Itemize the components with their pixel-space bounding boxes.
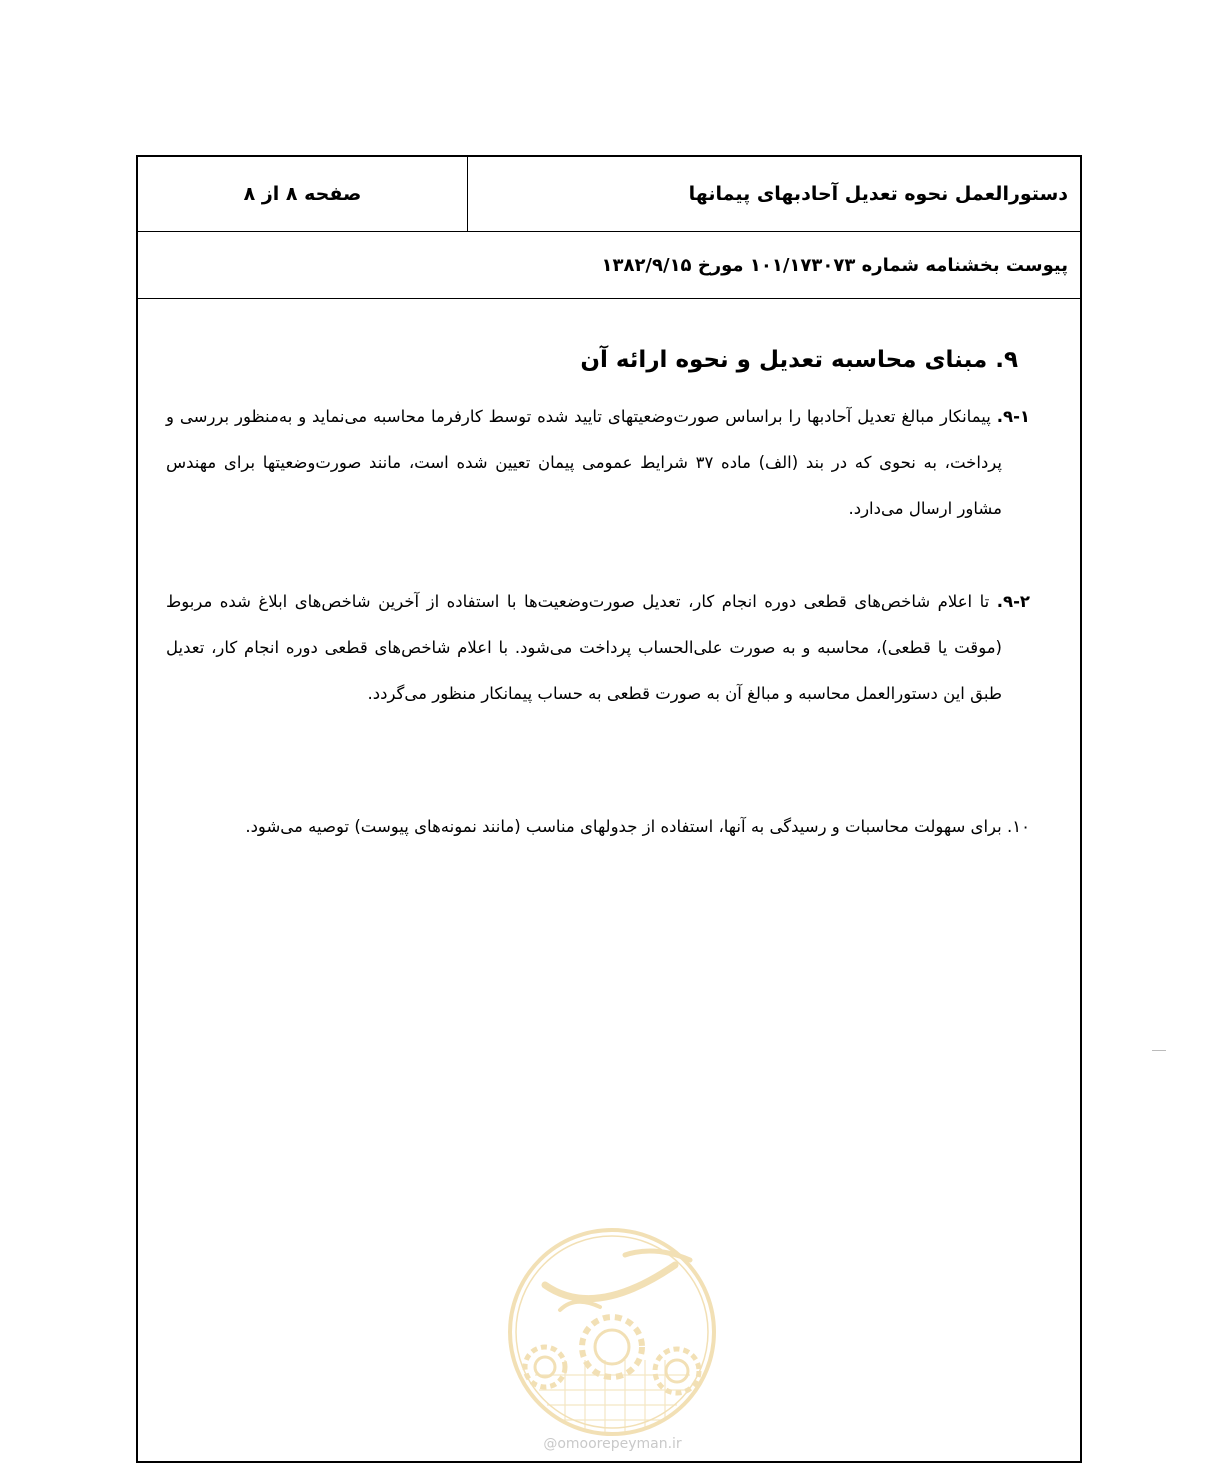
annex-reference: پیوست بخشنامه شماره ۱۰۱/۱۷۳۰۷۳ مورخ ۱۳۸۲/۹/۱۵: [601, 254, 1068, 276]
clause-number: ۹-۲.: [996, 592, 1030, 611]
clause-text: تا اعلام شاخص‌های قطعی دوره انجام کار، تعدیل صورت‌وضعیت‌ها با استفاده از آخرین شاخص‌های ابلاغ شده مربوط (موقت یا قطعی)، محاسبه و به صورت علی‌الحساب پرداخت می‌شود. با اعلام شاخص‌های قطعی دوره انجام کار، تعدیل طبق این دستورالعمل محاسبه و مبالغ آن به صورت قطعی به حساب پیمانکار منظور می‌گردد.: [166, 592, 1002, 703]
margin-mark: [1152, 1050, 1166, 1051]
clause-number: ۱۰.: [1007, 817, 1030, 836]
watermark-caption: @omoorepeyman.ir: [543, 1436, 682, 1452]
watermark-logo: [505, 1225, 720, 1440]
document-title: دستورالعمل نحوه تعدیل آحادبهای پیمانها: [688, 183, 1068, 205]
clause-10: [245, 807, 1030, 847]
section-heading: ۹. مبنای محاسبه تعدیل و نحوه ارائه آن: [580, 347, 1018, 373]
clause-9-2: [166, 579, 1030, 717]
page-number-cell: [138, 157, 468, 231]
clause-number: ۹-۱.: [996, 407, 1030, 426]
document-title-cell: [468, 157, 1080, 231]
clause-text: پیمانکار مبالغ تعدیل آحادبها را براساس صورت‌وضعیتهای تایید شده توسط کارفرما محاسبه می‌نماید و به‌منظور بررسی و پرداخت، به نحوی که در بند (الف) ماده ۳۷ شرایط عمومی پیمان تعیین شده است، مانند صورت‌وضعیتها برای مهندس مشاور ارسال می‌دارد.: [166, 407, 1003, 518]
annex-row: [138, 232, 1080, 299]
clause-text: برای سهولت محاسبات و رسیدگی به آنها، استفاده از جدولهای مناسب (مانند نمونه‌های پیوست) توصیه می‌شود.: [245, 817, 1002, 836]
page-number: صفحه ۸ از ۸: [243, 183, 362, 205]
header-row: [138, 157, 1080, 232]
clause-9-1: [166, 394, 1030, 532]
watermark-seal-icon: [510, 1230, 714, 1434]
